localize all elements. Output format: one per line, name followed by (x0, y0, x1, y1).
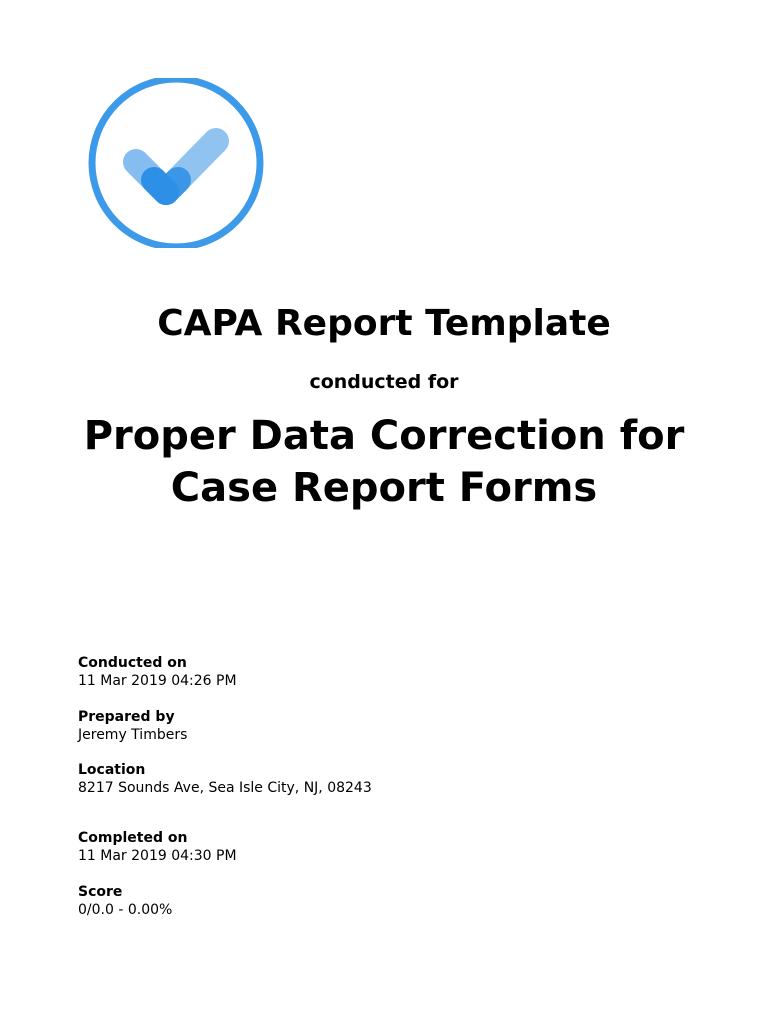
subject-line-2: Case Report Forms (170, 465, 598, 511)
conducted-on-value: 11 Mar 2019 04:26 PM (78, 673, 237, 689)
completed-on-value: 11 Mar 2019 04:30 PM (78, 848, 237, 864)
location-value: 8217 Sounds Ave, Sea Isle City, NJ, 08243 (78, 780, 372, 796)
prepared-by-label: Prepared by (78, 709, 175, 725)
location-field (78, 761, 678, 797)
conducted-on-label: Conducted on (78, 655, 187, 671)
checkmark-circle-icon (86, 78, 266, 248)
subject-line-1: Proper Data Correction for (83, 413, 685, 459)
prepared-by-value: Jeremy Timbers (78, 727, 188, 743)
conducted-for-label: conducted for (309, 371, 459, 393)
score-value: 0/0.0 - 0.00% (78, 902, 173, 918)
prepared-by-field (78, 708, 678, 744)
report-subject (0, 410, 768, 514)
location-label: Location (78, 762, 146, 778)
score-field (78, 883, 678, 919)
completed-on-label: Completed on (78, 830, 188, 846)
conducted-on-field (78, 654, 678, 690)
report-title: CAPA Report Template (157, 303, 611, 344)
completed-on-field (78, 829, 678, 865)
score-label: Score (78, 884, 123, 900)
